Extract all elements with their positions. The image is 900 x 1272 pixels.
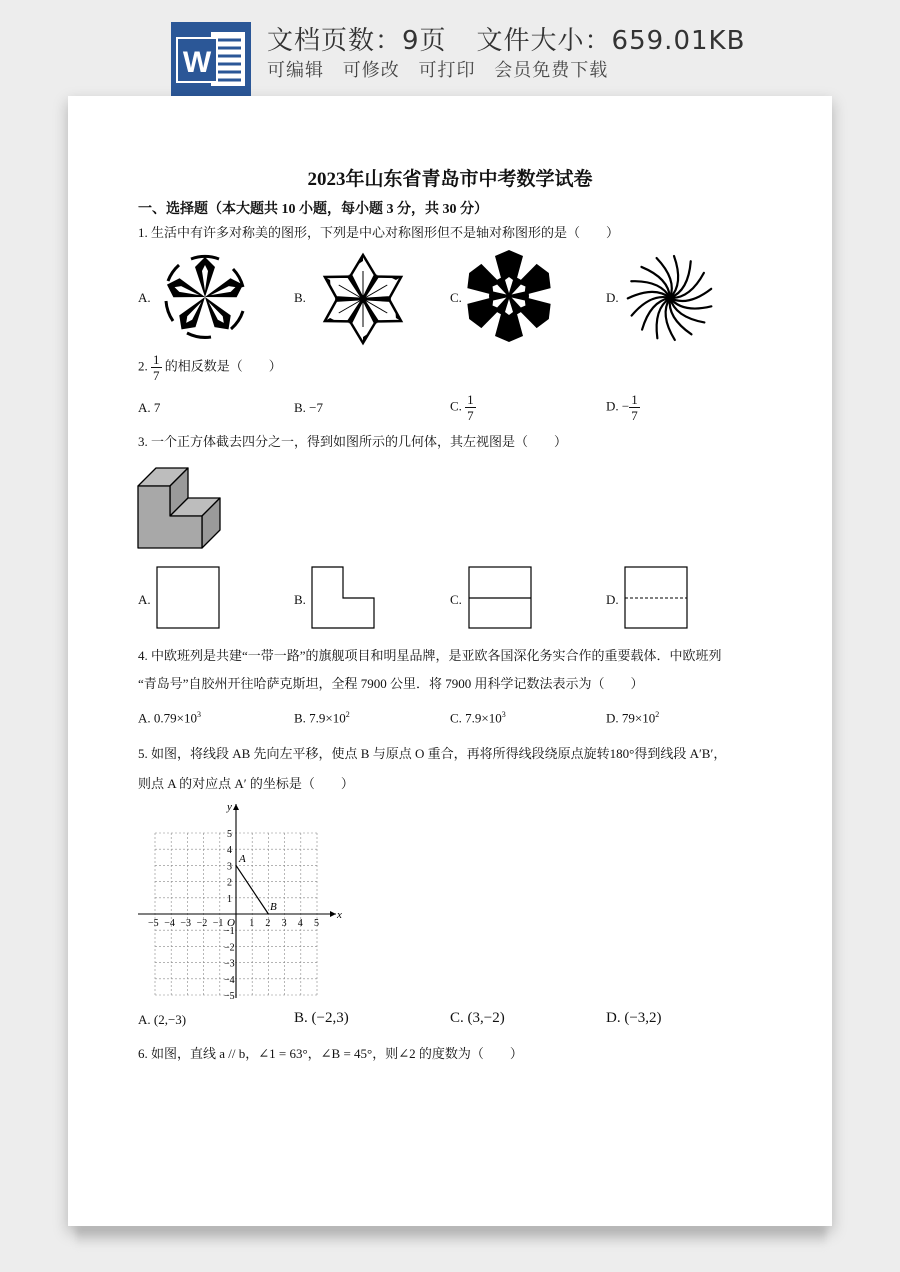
word-doc-icon: [171, 22, 251, 96]
q5-option-b: B. (−2,3): [294, 1010, 349, 1026]
q5-coordinate-grid: [136, 800, 346, 1000]
q5-option-a: A. (2,−3): [138, 1012, 187, 1027]
x-tick-label: −3: [180, 918, 192, 929]
q4-option-a: [138, 710, 201, 726]
question-3: 3. 一个正方体截去四分之一，得到如图所示的几何体，其左视图是（ ）: [138, 434, 568, 449]
point-b-label: B: [270, 901, 277, 913]
y-tick-label: −1: [224, 926, 235, 938]
file-size: 文件大小：659.01KB: [476, 26, 746, 56]
x-tick-label: −1: [212, 918, 224, 929]
q3-option-d-label: D.: [606, 592, 619, 607]
y-tick-label: −3: [224, 958, 235, 970]
y-tick-label: 3: [227, 861, 232, 873]
question-1: 1. 生活中有许多对称美的图形，下列是中心对称图形但不是轴对称图形的是（ ）: [138, 225, 620, 240]
q1-option-c-label: C.: [450, 290, 462, 305]
paper-shadow: [76, 1228, 826, 1246]
q4-option-b: [294, 710, 350, 726]
x-tick-label: −5: [148, 918, 159, 929]
q2-text: 的相反数是（ ）: [164, 358, 282, 374]
q4-option-b-base: B. 7.9×10: [294, 710, 346, 726]
q3-option-b-label: B.: [294, 592, 306, 607]
origin-label: O: [227, 917, 235, 929]
x-axis-label: x: [337, 909, 342, 921]
y-tick-label: −5: [224, 991, 235, 1000]
x-tick-label: −4: [164, 918, 175, 929]
q3-option-a-label: A.: [138, 592, 151, 607]
q2-fraction: [151, 352, 162, 383]
question-5-line-2: 则点 A 的对应点 A′ 的坐标是（ ）: [138, 776, 354, 791]
q3-view-c: [468, 566, 534, 630]
q3-option-c-label: C.: [450, 592, 462, 607]
q2-number: 2.: [138, 358, 148, 374]
document-page: [68, 96, 832, 1226]
q3-view-a: [156, 566, 222, 630]
q1-figure-a: [157, 252, 253, 342]
q4-option-d-exp: 2: [655, 710, 660, 719]
q1-option-a-label: A.: [138, 290, 151, 305]
q2-option-c-fraction: [465, 392, 476, 423]
feature-printable: 可打印: [418, 60, 476, 81]
y-axis-arrow: [233, 804, 239, 810]
question-4-line-1: 4. 中欧班列是共建“一带一路”的旗舰项目和明星品牌，是亚欧各国深化务实合作的重要载体．中欧班列: [138, 648, 722, 663]
q4-option-b-exp: 2: [345, 710, 350, 719]
q2-option-a: A. 7: [138, 400, 161, 415]
q3-view-d: [624, 566, 690, 630]
y-axis-label: y: [227, 801, 232, 813]
y-tick-label: −2: [224, 942, 235, 954]
q2-option-c-label: C.: [450, 398, 462, 414]
download-banner: [0, 0, 900, 96]
q2-option-d-fraction: [629, 392, 640, 423]
q4-option-c: [450, 710, 506, 726]
q4-option-d-base: D. 79×10: [606, 710, 656, 726]
point-a-label: A: [239, 853, 246, 865]
x-tick-label: −2: [196, 918, 208, 929]
q1-figure-b: [311, 252, 415, 346]
y-tick-label: −4: [224, 974, 235, 986]
svg-text:W: W: [182, 46, 212, 79]
q2-numerator: 1: [153, 352, 160, 367]
x-tick-label: 3: [281, 918, 287, 929]
q4-option-a-exp: 3: [196, 710, 201, 719]
section-heading: 一、选择题（本大题共 10 小题，每小题 3 分，共 30 分）: [138, 202, 488, 217]
q1-option-b-label: B.: [294, 290, 306, 305]
feature-free-download[interactable]: 会员免费下载: [494, 60, 609, 81]
q3-solid-figure: [136, 466, 224, 550]
x-tick-label: 4: [297, 918, 303, 929]
exam-title: 2023年山东省青岛市中考数学试卷: [307, 169, 593, 190]
question-6: 6. 如图，直线 a // b，∠1 = 63°，∠B = 45°，则∠2 的度数为（ ）: [138, 1046, 523, 1061]
question-5-line-1: 5. 如图，将线段 AB 先向左平移，使点 B 与原点 O 重合，再将所得线段绕原点旋转180°得到线段 A′B′，: [138, 746, 727, 761]
q2-option-b: B. −7: [294, 400, 324, 415]
q2-option-d: [606, 392, 640, 423]
q5-option-c: C. (3,−2): [450, 1010, 505, 1026]
q3-view-b: [311, 566, 377, 630]
q2-option-d-num: 1: [631, 392, 638, 407]
q2-denominator: 7: [153, 368, 160, 383]
y-tick-label: 4: [227, 845, 232, 857]
feature-list: [267, 56, 620, 82]
y-tick-label: 2: [227, 877, 232, 889]
x-tick-label: 5: [314, 918, 319, 929]
file-meta: [267, 20, 745, 57]
question-4-line-2: “青岛号”自胶州开往哈萨克斯坦，全程 7900 公里．将 7900 用科学记数法表示为（ ）: [138, 676, 644, 691]
q4-option-a-base: A. 0.79×10: [138, 710, 197, 726]
x-tick-label: 2: [265, 918, 271, 929]
q2-option-d-den: 7: [631, 408, 638, 423]
question-2: [138, 352, 282, 383]
x-tick-label: 1: [249, 918, 255, 929]
q4-option-c-base: C. 7.9×10: [450, 710, 502, 726]
q1-option-d-label: D.: [606, 290, 619, 305]
y-tick-label: 5: [227, 829, 232, 840]
q1-figure-d: [624, 252, 716, 344]
q5-option-d: D. (−3,2): [606, 1010, 662, 1026]
q2-option-c-den: 7: [467, 408, 474, 423]
y-tick-label: 1: [227, 893, 232, 905]
feature-editable: 可编辑: [267, 60, 324, 81]
q2-option-c-num: 1: [467, 392, 474, 407]
x-axis-arrow: [330, 911, 336, 917]
q4-option-c-exp: 3: [501, 710, 506, 719]
q2-option-c: [450, 392, 476, 423]
q2-option-d-label: D. −: [606, 398, 630, 414]
feature-modifiable: 可修改: [342, 60, 400, 81]
q4-option-d: [606, 710, 659, 726]
page-count: 文档页数：9页: [267, 26, 447, 56]
q1-figure-c: [466, 250, 552, 342]
